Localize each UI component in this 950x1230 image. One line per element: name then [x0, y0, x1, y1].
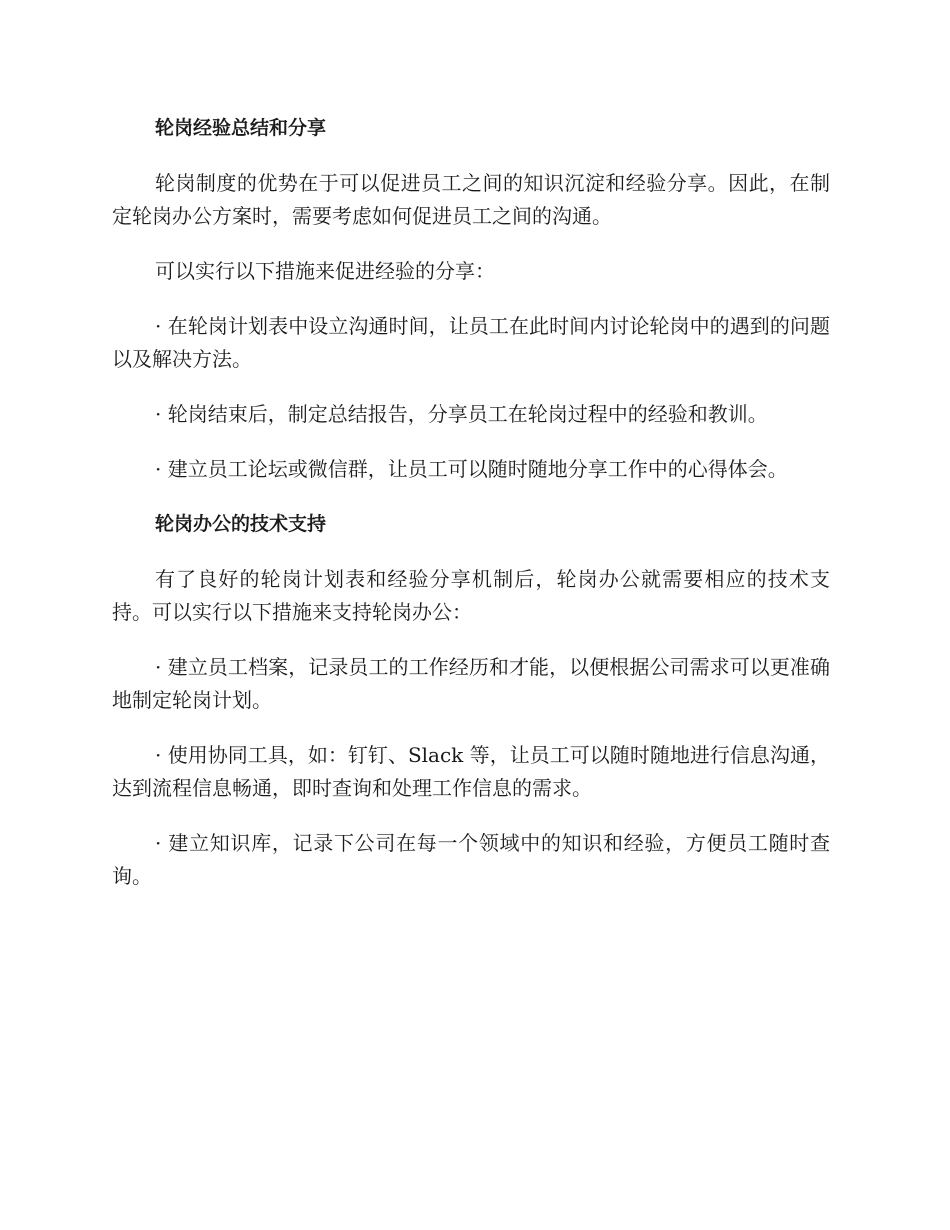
bullet-communication-time: · 在轮岗计划表中设立沟通时间，让员工在此时间内讨论轮岗中的遇到的问题以及解决方法。: [112, 314, 830, 371]
bullet-forum-wechat: · 建立员工论坛或微信群，让员工可以随时随地分享工作中的心得体会。: [155, 457, 788, 481]
bullet-collaboration-tools: · 使用协同工具，如：钉钉、Slack 等，让员工可以随时随地进行信息沟通，达到流程信息畅通，即时查询和处理工作信息的需求。: [112, 743, 830, 800]
bullet-employee-profile: · 建立员工档案，记录员工的工作经历和才能，以便根据公司需求可以更准确地制定轮岗计划。: [112, 655, 830, 712]
bullet-summary-report: · 轮岗结束后，制定总结报告，分享员工在轮岗过程中的经验和教训。: [155, 402, 768, 426]
document-body: [112, 112, 830, 915]
section-heading-rotation-experience: 轮岗经验总结和分享: [155, 117, 327, 139]
bullet-knowledge-base: · 建立知识库，记录下公司在每一个领域中的知识和经验，方便员工随时查询。: [112, 831, 830, 888]
paragraph-sharing-measures-intro: 可以实行以下措施来促进经验的分享：: [155, 259, 495, 283]
section-heading-tech-support: 轮岗办公的技术支持: [155, 513, 327, 535]
paragraph-rotation-advantage: 轮岗制度的优势在于可以促进员工之间的知识沉淀和经验分享。因此，在制定轮岗办公方案时，需要考虑如何促进员工之间的沟通。: [112, 171, 830, 228]
paragraph-tech-support-intro: 有了良好的轮岗计划表和经验分享机制后，轮岗办公就需要相应的技术支持。可以实行以下措施来支持轮岗办公：: [112, 567, 830, 624]
